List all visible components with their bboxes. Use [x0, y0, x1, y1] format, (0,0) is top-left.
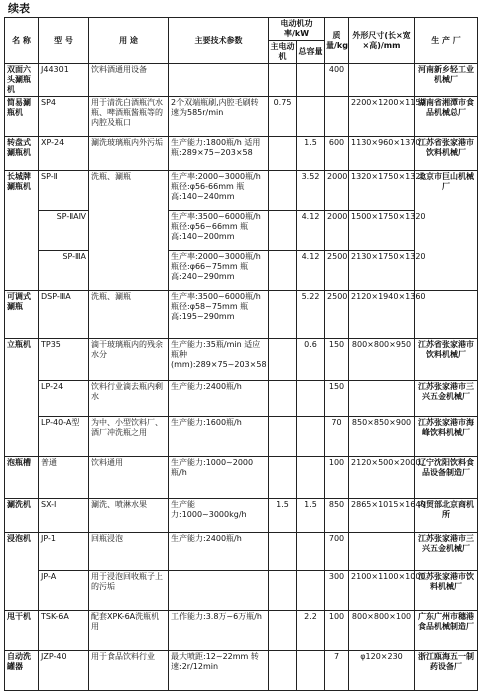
- cell-power-main: 1.5: [269, 499, 297, 533]
- cell-power-main: [269, 571, 297, 611]
- cell-power-total: [297, 64, 325, 97]
- table-row: [5, 651, 478, 691]
- cell-params: 生产能力:35瓶/min 适应瓶种(mm):289×75~203×58: [169, 339, 269, 381]
- header-power-main: 主电动机: [269, 41, 297, 64]
- cell-power-main: [269, 291, 297, 339]
- cell-power-total: [297, 651, 325, 691]
- cell-params: 生产能力:2400瓶/h: [169, 533, 269, 571]
- cell-params: 生产能力:1000~3000kg/h: [169, 499, 269, 533]
- table-row: [5, 499, 478, 533]
- cell-mass: 700: [325, 533, 349, 571]
- table-row: [5, 251, 478, 291]
- cell-model: JP-1: [39, 533, 89, 571]
- cell-power-total: [297, 97, 325, 137]
- cell-dims: 1130×960×1370: [349, 137, 415, 171]
- cell-power-main: [269, 457, 297, 499]
- cell-use: 用于浸泡回收瓶子上的污垢: [89, 571, 169, 611]
- cell-mass: [325, 97, 349, 137]
- cell-mfr: 内贸部北京商机所: [415, 499, 478, 533]
- cell-model: TP35: [39, 339, 89, 381]
- cell-power-total: 3.52: [297, 171, 325, 211]
- table-row: [5, 457, 478, 499]
- cell-dims: 2130×1750×1320: [349, 251, 415, 291]
- header-power-total: 总容量: [297, 41, 325, 64]
- cell-use: 用于清洗白酒瓶汽水瓶、啤酒瓶酱瓶等的内腔及瓶口: [89, 97, 169, 137]
- cell-use: 饮料酒通用设备: [89, 64, 169, 97]
- cell-name: 转盘式涮瓶机: [5, 137, 39, 171]
- table-row: [5, 137, 478, 171]
- cell-mass: 300: [325, 571, 349, 611]
- header-params: 主要技术参数: [169, 18, 269, 64]
- cell-name: 立瓶机: [5, 339, 39, 457]
- cell-params: [169, 571, 269, 611]
- cell-model: LP-24: [39, 381, 89, 417]
- cell-mass: 100: [325, 611, 349, 651]
- cell-mfr: 江苏张家港市三兴五金机械厂: [415, 533, 478, 571]
- cell-params: 最大喷距:12~22mm 转速:2r/12min: [169, 651, 269, 691]
- cell-power-main: [269, 533, 297, 571]
- cell-model: SP-Ⅱ: [39, 171, 89, 211]
- cell-power-total: [297, 533, 325, 571]
- cell-params: 生产能力:2400瓶/h: [169, 381, 269, 417]
- cell-power-main: [269, 611, 297, 651]
- cell-mfr: 江苏张家港市饮料机械厂: [415, 571, 478, 611]
- cell-mass: 7: [325, 651, 349, 691]
- cell-use: 涮洗、喷淋水果: [89, 499, 169, 533]
- cell-power-total: 5.22: [297, 291, 325, 339]
- table-row: [5, 381, 478, 417]
- cell-use: 饮料行业滴去瓶内剩水: [89, 381, 169, 417]
- cell-power-main: [269, 171, 297, 211]
- cell-power-total: 2.2: [297, 611, 325, 651]
- header-dims: 外形尺寸(长×宽×高)/mm: [349, 18, 415, 64]
- table-row: [5, 611, 478, 651]
- cell-mfr: 河南新乡轻工业机械厂: [415, 64, 478, 97]
- cell-use: 滴干玻璃瓶内的残余水分: [89, 339, 169, 381]
- cell-use: 用于食品饮料行业: [89, 651, 169, 691]
- cell-mass: 70: [325, 417, 349, 457]
- cell-mfr: 辽宁沈阳饮料食品设备制造厂: [415, 457, 478, 499]
- cell-mass: 2500: [325, 251, 349, 291]
- cell-name: 双面六头涮瓶机: [5, 64, 39, 97]
- cell-power-main: 0.75: [269, 97, 297, 137]
- cell-power-total: 4.12: [297, 211, 325, 251]
- cell-mass: 150: [325, 381, 349, 417]
- cell-power-total: [297, 381, 325, 417]
- cell-power-main: [269, 137, 297, 171]
- table-row: [5, 64, 478, 97]
- cell-params: 生产能力:1600瓶/h: [169, 417, 269, 457]
- table-row: [5, 533, 478, 571]
- table-row: [5, 417, 478, 457]
- cell-mass: 2000: [325, 171, 349, 211]
- cell-params: 生产率:3500~6000瓶/h 瓶径:φ56~66mm 瓶高:140~200mm: [169, 211, 269, 251]
- cell-power-main: [269, 651, 297, 691]
- cell-params: [169, 64, 269, 97]
- header-mfr: 生 产 厂: [415, 18, 478, 64]
- cell-power-main: [269, 417, 297, 457]
- cell-power-main: [269, 211, 297, 251]
- table-row: [5, 291, 478, 339]
- cell-params: 工作能力:3.8万~6万瓶/h: [169, 611, 269, 651]
- cell-model: JZP-40: [39, 651, 89, 691]
- cell-name: 长城牌涮瓶机: [5, 171, 39, 291]
- cell-dims: 2120×1940×1360: [349, 291, 415, 339]
- header-power: 电动机功率/kW: [269, 18, 325, 41]
- cell-power-total: 0.6: [297, 339, 325, 381]
- cell-use: 涮洗玻璃瓶内外污垢: [89, 137, 169, 171]
- cell-mfr: 江苏省张家港市饮料机械厂: [415, 339, 478, 381]
- table-row: [5, 97, 478, 137]
- cell-model: SP-ⅢA: [39, 251, 89, 291]
- cell-dims: 2865×1015×1640: [349, 499, 415, 533]
- cell-dims: 800×800×950: [349, 339, 415, 381]
- cell-use: 为中、小型饮料厂、酒厂冲洗瓶之用: [89, 417, 169, 457]
- cell-name: 自动洗罐器: [5, 651, 39, 691]
- cell-model: JP-A: [39, 571, 89, 611]
- cell-mfr: 浙江瓯海五一制药设备厂: [415, 651, 478, 691]
- cell-dims: 2120×500×2000: [349, 457, 415, 499]
- cell-power-main: [269, 339, 297, 381]
- cell-dims: 850×850×900: [349, 417, 415, 457]
- table-row: [5, 571, 478, 611]
- cell-mass: 2000: [325, 211, 349, 251]
- cell-dims: [349, 381, 415, 417]
- table-row: [5, 171, 478, 211]
- cell-mfr: 湖南省湘潭市食品机械总厂: [415, 97, 478, 137]
- cell-dims: [349, 533, 415, 571]
- cell-use: 洗瓶、涮瓶: [89, 291, 169, 339]
- table-row: [5, 211, 478, 251]
- continued-label: 续表: [8, 2, 30, 15]
- cell-model: SP4: [39, 97, 89, 137]
- cell-name: 涮洗机: [5, 499, 39, 533]
- table-row: [5, 339, 478, 381]
- cell-mass: 100: [325, 457, 349, 499]
- cell-dims: 800×800×100: [349, 611, 415, 651]
- cell-mfr: 北京市巨山机械厂: [415, 171, 478, 291]
- cell-use: 配套XPK-6A洗瓶机用: [89, 611, 169, 651]
- cell-mfr: 江苏张家港市三兴五金机械厂: [415, 381, 478, 417]
- cell-power-total: [297, 457, 325, 499]
- cell-model: DSP-ⅢA: [39, 291, 89, 339]
- cell-mass: 2500: [325, 291, 349, 339]
- cell-power-total: [297, 417, 325, 457]
- cell-params: 生产能力:1800瓶/h 适用瓶:289×75~203×58: [169, 137, 269, 171]
- cell-power-total: 1.5: [297, 137, 325, 171]
- cell-dims: 2100×1100×1000: [349, 571, 415, 611]
- cell-dims: 1320×1750×1320: [349, 171, 415, 211]
- cell-dims: 2200×1200×1150: [349, 97, 415, 137]
- cell-name: 甩干机: [5, 611, 39, 651]
- cell-params: 生产率:2000~3000瓶/h 瓶径:φ56-66mm 瓶高:140~240mm: [169, 171, 269, 211]
- equipment-table: [4, 17, 478, 691]
- header-model: 型 号: [39, 18, 89, 64]
- cell-power-total: 4.12: [297, 251, 325, 291]
- cell-model: SP-ⅡAⅣ: [39, 211, 89, 251]
- cell-use: 回瓶浸泡: [89, 533, 169, 571]
- cell-dims: φ120×230: [349, 651, 415, 691]
- header-name: 名 称: [5, 18, 39, 64]
- cell-power-main: [269, 64, 297, 97]
- cell-params: 生产能力:1000~2000瓶/h: [169, 457, 269, 499]
- cell-mfr: 江苏省张家港市饮料机械厂: [415, 137, 478, 171]
- cell-name: 可调式涮瓶: [5, 291, 39, 339]
- cell-params: 生产率:2000~3000瓶/h 瓶径:φ66~75mm 瓶高:240~290mm: [169, 251, 269, 291]
- cell-power-total: [297, 571, 325, 611]
- cell-name: 浸泡机: [5, 533, 39, 611]
- cell-model: TSK-6A: [39, 611, 89, 651]
- cell-mfr: 江苏张家港市海峰饮料机械厂: [415, 417, 478, 457]
- cell-dims: 1500×1750×1320: [349, 211, 415, 251]
- cell-dims: [349, 64, 415, 97]
- cell-power-main: [269, 251, 297, 291]
- cell-model: XP-24: [39, 137, 89, 171]
- cell-model: LP-40-A型: [39, 417, 89, 457]
- cell-mass: 150: [325, 339, 349, 381]
- cell-model: 普通: [39, 457, 89, 499]
- cell-mass: 600: [325, 137, 349, 171]
- cell-model: SX-Ⅰ: [39, 499, 89, 533]
- cell-mass: 850: [325, 499, 349, 533]
- header-use: 用 途: [89, 18, 169, 64]
- cell-mass: 400: [325, 64, 349, 97]
- cell-use: 饮料通用: [89, 457, 169, 499]
- cell-name: 泡瓶槽: [5, 457, 39, 499]
- cell-power-main: [269, 381, 297, 417]
- header-mass: 质量/kg: [325, 18, 349, 64]
- cell-mfr: 广东广州市穗港食品机械制造厂: [415, 611, 478, 651]
- cell-power-total: 1.5: [297, 499, 325, 533]
- cell-use: 洗瓶、涮瓶: [89, 171, 169, 291]
- cell-params: 生产率:3500~6000瓶/h 瓶径:φ58~75mm 瓶高:195~290mm: [169, 291, 269, 339]
- cell-params: 2个双端瓶刷,内腔毛刷转速为585r/min: [169, 97, 269, 137]
- cell-name: 简易涮瓶机: [5, 97, 39, 137]
- cell-model: J44301: [39, 64, 89, 97]
